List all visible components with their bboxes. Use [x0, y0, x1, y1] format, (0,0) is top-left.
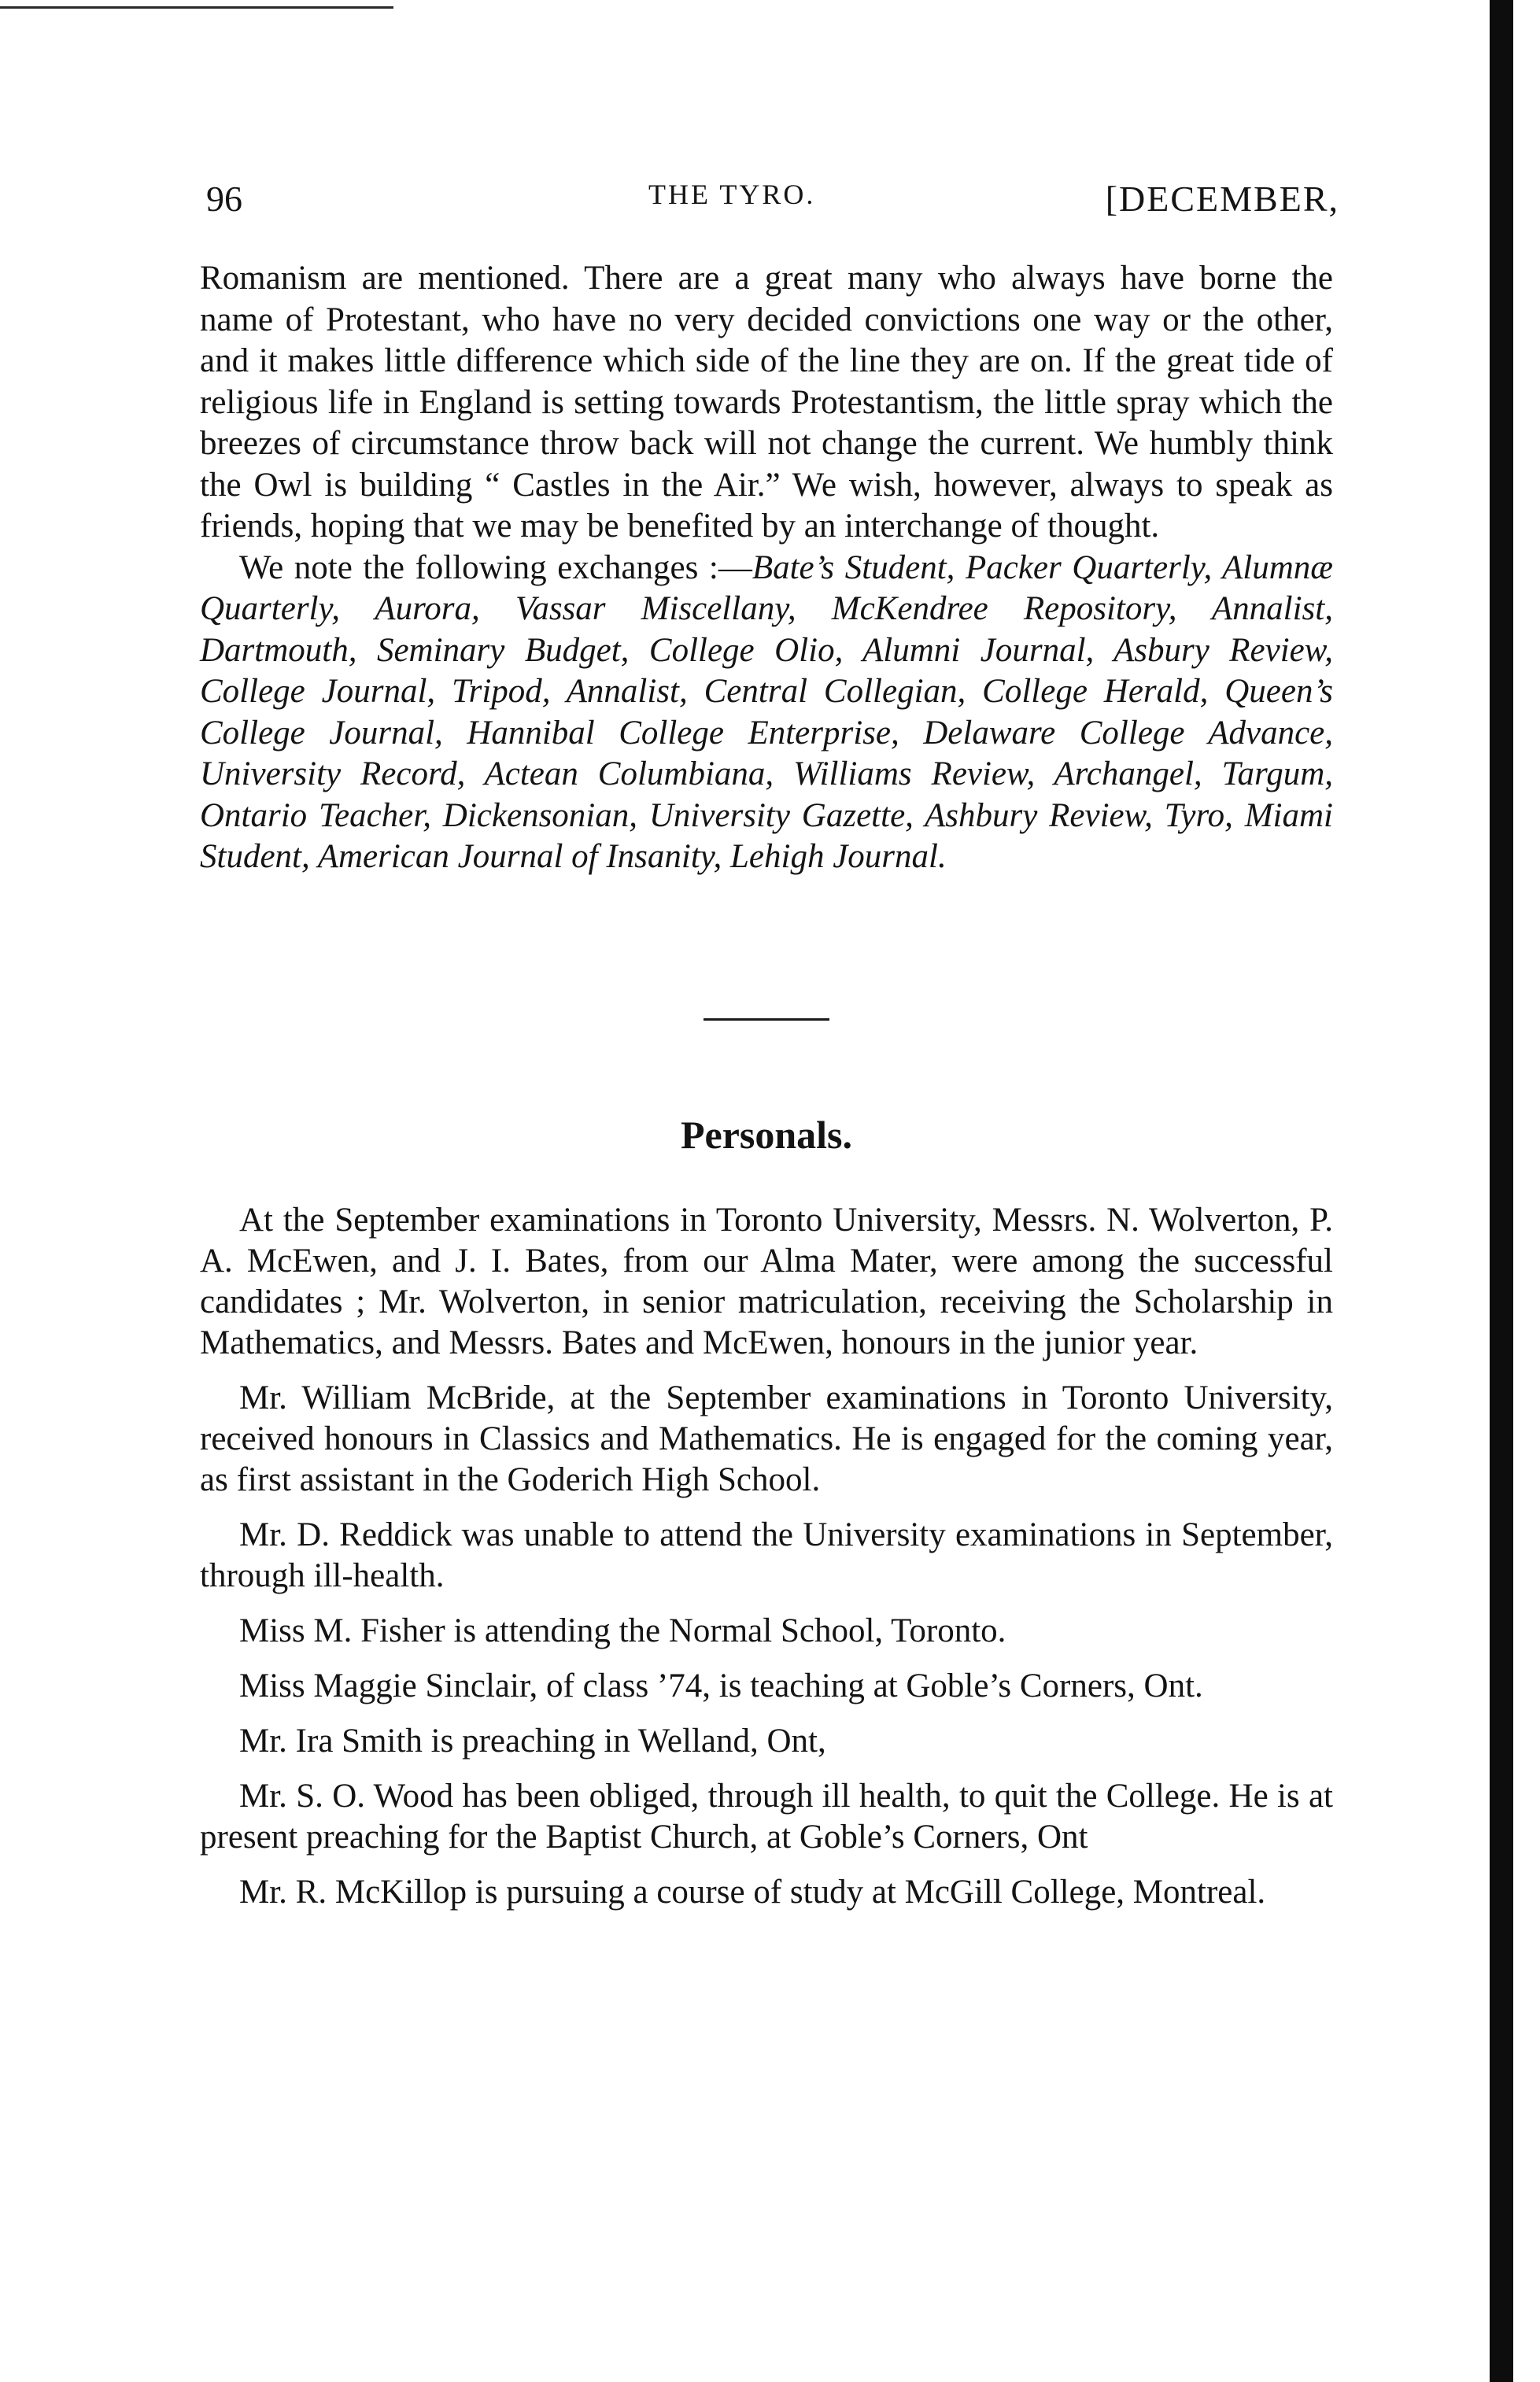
scan-top-rule	[0, 6, 393, 9]
personal-item: Mr. William McBride, at the September examinations in Toronto University, received honours in Classics and Mathematics. He is engaged for the coming year, as first assistant in the Goderich High School.	[200, 1379, 1333, 1498]
personals-section	[200, 1200, 1333, 1913]
exchanges-list: Bate’s Student, Packer Quarterly, Alumnæ Quarterly, Aurora, Vassar Miscellany, McKendree Repository, Annalist, Dartmouth, Seminary Budget, College Olio, Alumni Journal, Asbury Review, College Journal, Tripod, Annalist, Central Collegian, College Herald, Queen’s College Journal, Hannibal College Enterprise, Delaware College Advance, University Record, Actean Columbiana, Williams Review, Archangel, Targum, Ontario Teacher, Dickensonian, University Gazette, Ashbury Review, Tyro, Miami Student, American Journal of Insanity, Lehigh Journal.	[200, 548, 1333, 875]
personal-item: Miss M. Fisher is attending the Normal School, Toronto.	[239, 1612, 1006, 1649]
personal-item: Mr. D. Reddick was unable to attend the University examinations in September, through ill-health.	[200, 1516, 1333, 1594]
exchanges-continued-paragraph: Romanism are mentioned. There are a great many who always have borne the name of Protestant, who have no very decided convictions one way or the other, and it makes little difference which side of the line they are on. If the great tide of religious life in England is setting towards Protestantism, the little spray which the breezes of circumstance throw back will not change the current. We humbly think the Owl is building “ Castles in the Air.” We wish, however, always to speak as friends, hoping that we may be benefited by an interchange of thought.	[200, 260, 1333, 545]
running-head	[200, 150, 1339, 220]
personal-item: Miss Maggie Sinclair, of class ’74, is teaching at Goble’s Corners, Ont.	[239, 1667, 1203, 1704]
scan-binding-edge	[1490, 0, 1513, 2382]
personals-title: Personals.	[680, 1112, 853, 1157]
personal-item: At the September examinations in Toronto University, Messrs. N. Wolverton, P. A. McEwen, and J. I. Bates, from our Alma Mater, were among the successful candidates ; Mr. Wolverton, in senior matriculation, receiving the Scholarship in Mathematics, and Messrs. Bates and McEwen, honours in the junior year.	[200, 1201, 1333, 1361]
exchanges-list-intro: We note the following exchanges :—	[239, 548, 752, 586]
personal-item: Mr. Ira Smith is preaching in Welland, Ont,	[239, 1722, 826, 1760]
personal-item: Mr. S. O. Wood has been obliged, through ill health, to quit the College. He is at present preaching for the Baptist Church, at Goble’s Corners, Ont	[200, 1777, 1333, 1856]
page	[200, 150, 1339, 1927]
section-divider	[704, 1018, 829, 1021]
personal-item: Mr. R. McKillop is pursuing a course of study at McGill College, Montreal.	[239, 1873, 1266, 1911]
exchanges-list-paragraph	[200, 548, 1333, 878]
journal-title: THE TYRO.	[648, 179, 816, 210]
page-number: 96	[206, 179, 242, 219]
issue-label: [DECEMBER,	[1105, 179, 1339, 219]
